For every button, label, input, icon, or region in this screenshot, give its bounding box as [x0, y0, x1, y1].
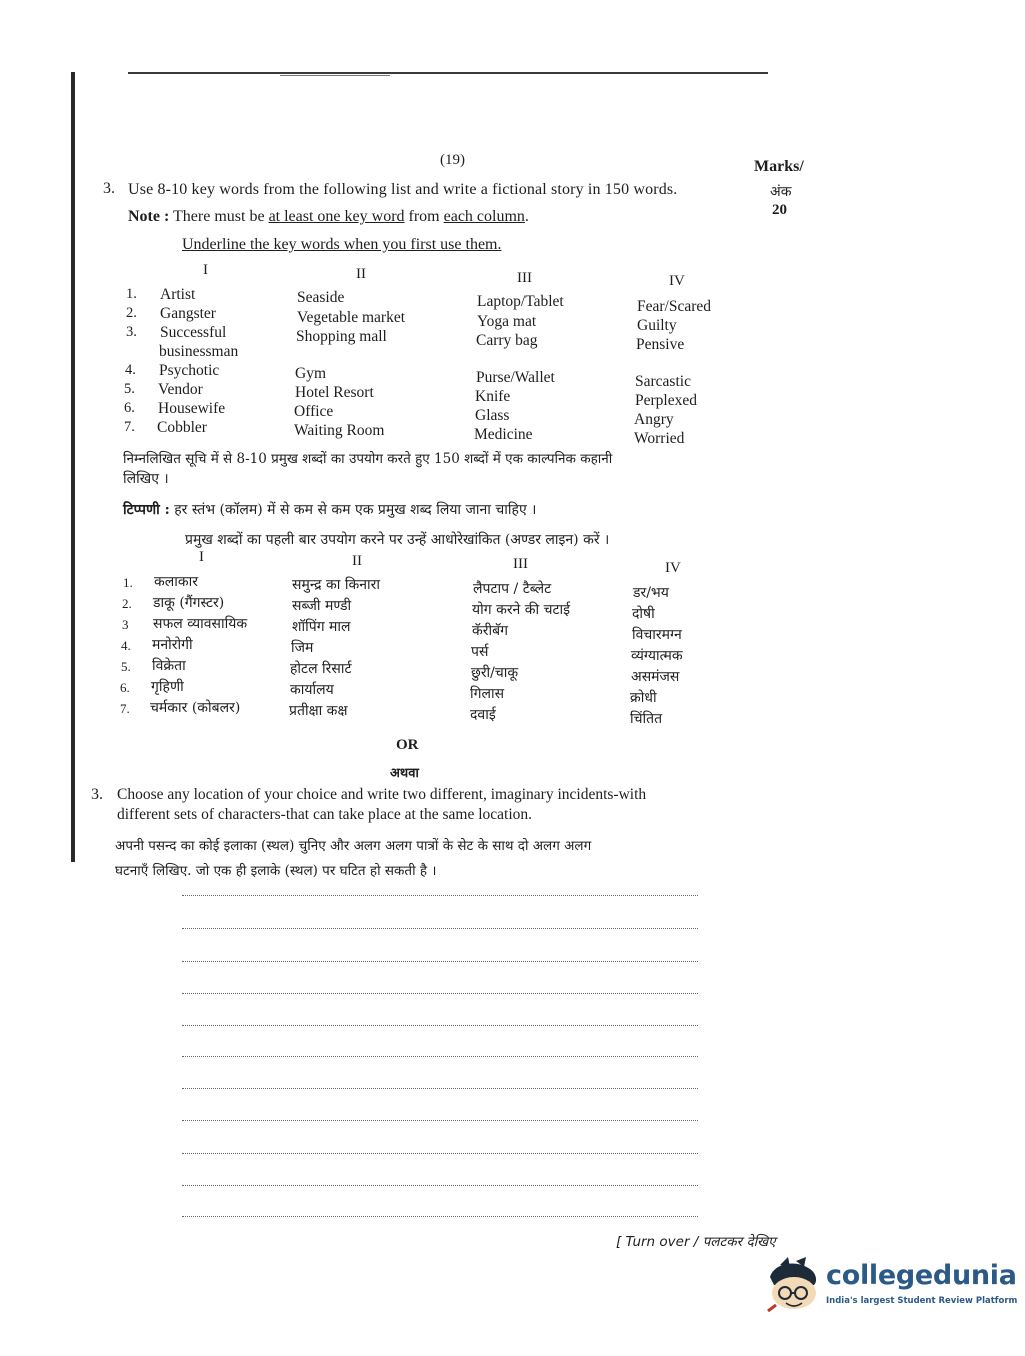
table-cell: Office	[294, 403, 334, 420]
hindi-row-number: 3	[122, 617, 129, 632]
hindi-table-cell: चिंतित	[630, 711, 663, 727]
table-cell: Vendor	[158, 381, 203, 398]
hindi-row-number: 5.	[121, 659, 131, 674]
table-cell: Carry bag	[476, 332, 538, 349]
hindi-table-cell: छुरी/चाकू	[471, 665, 519, 681]
hindi-row-number: 2.	[122, 596, 132, 611]
note	[128, 208, 529, 226]
hindi-table-cell: समुन्द्र का किनारा	[292, 577, 381, 593]
table-cell: Hotel Resort	[295, 384, 374, 401]
answer-line[interactable]	[182, 1088, 698, 1089]
top-rule-accent	[280, 75, 390, 76]
hindi-column-heading-4: IV	[665, 560, 681, 576]
alt-question-line-2: different sets of characters-that can take place at the same location.	[117, 806, 532, 823]
instruction: Underline the key words when you first use them.	[182, 236, 502, 253]
row-number: 3.	[126, 324, 137, 340]
hindi-note	[123, 500, 536, 519]
answer-line[interactable]	[182, 895, 698, 896]
marks-label-hindi: अंक	[770, 184, 792, 200]
answer-line[interactable]	[182, 961, 698, 962]
hindi-note-text: हर स्तंभ (कॉलम) में से कम से कम एक प्रमुख शब्द लिया जाना चाहिए ।	[174, 502, 537, 518]
hindi-table-cell: शॉपिंग माल	[292, 619, 351, 635]
table-cell: Housewife	[158, 400, 226, 417]
hindi-table-cell: प्रतीक्षा कक्ष	[289, 703, 348, 719]
left-margin-line	[71, 72, 75, 862]
row-number: 4.	[125, 362, 136, 378]
table-cell: Successful	[160, 324, 227, 341]
row-number: 2.	[126, 305, 137, 321]
table-cell: Gym	[295, 365, 326, 382]
alt-question-number: 3.	[91, 786, 103, 803]
hindi-row-number: 6.	[120, 680, 130, 695]
table-cell: Knife	[475, 388, 511, 405]
column-heading-1: I	[203, 262, 208, 278]
hindi-table-cell: जिम	[291, 640, 314, 656]
table-cell: Laptop/Tablet	[477, 293, 564, 310]
table-cell: Shopping mall	[296, 328, 387, 345]
row-number: 6.	[124, 400, 135, 416]
hindi-table-cell: असमंजस	[631, 669, 680, 685]
table-cell: Perplexed	[635, 392, 697, 409]
answer-line[interactable]	[182, 1216, 698, 1217]
hindi-table-cell: डर/भय	[633, 585, 669, 601]
hindi-instruction: प्रमुख शब्दों का पहली बार उपयोग करने पर उन्हें आधोरेखांकित (अण्डर लाइन) करें ।	[185, 532, 610, 548]
table-cell: businessman	[159, 343, 239, 360]
hindi-table-cell: कॅरीबॅग	[472, 623, 508, 639]
answer-line[interactable]	[182, 1153, 698, 1154]
hindi-table-cell: क्रोधी	[630, 690, 657, 706]
hindi-question-line-2: लिखिए ।	[123, 471, 169, 487]
note-part-3: from	[404, 208, 444, 225]
hindi-table-cell: मनोरोगी	[152, 637, 193, 653]
or-divider: OR	[396, 737, 419, 753]
table-cell: Fear/Scared	[637, 298, 712, 315]
table-cell: Psychotic	[159, 362, 220, 379]
column-heading-4: IV	[669, 273, 685, 289]
hindi-row-number: 7.	[120, 701, 130, 716]
hindi-table-cell: गृहिणी	[151, 679, 184, 695]
table-cell: Sarcastic	[635, 373, 691, 390]
hindi-table-cell: योग करने की चटाई	[472, 602, 571, 618]
mascot-icon	[768, 1257, 816, 1311]
table-cell: Artist	[160, 286, 196, 303]
hindi-question-line-1: निम्नलिखित सूचि में से 8-10 प्रमुख शब्दों का उपयोग करते हुए 150 शब्दों में एक काल्पनिक कहानी	[123, 451, 613, 467]
table-cell: Cobbler	[157, 419, 207, 436]
table-cell: Worried	[634, 430, 685, 447]
alt-question-hindi-line-2: घटनाएँ लिखिए. जो एक ही इलाके (स्थल) पर घटित हो सकती है ।	[115, 863, 437, 879]
table-cell: Yoga mat	[477, 313, 537, 330]
table-cell: Angry	[634, 411, 674, 428]
hindi-table-cell: होटल रिसार्ट	[290, 661, 352, 677]
hindi-table-cell: कार्यालय	[290, 682, 334, 698]
hindi-table-cell: कलाकार	[154, 574, 198, 590]
table-cell: Medicine	[474, 426, 533, 443]
answer-line[interactable]	[182, 1025, 698, 1026]
hindi-table-cell: सब्जी मण्डी	[292, 598, 352, 614]
table-cell: Purse/Wallet	[476, 369, 555, 386]
question-text: Use 8-10 key words from the following list and write a fictional story in 150 words.	[128, 181, 678, 198]
note-label: Note :	[128, 208, 170, 225]
hindi-table-cell: विक्रेता	[152, 658, 186, 674]
hindi-table-cell: व्यंग्यात्मक	[631, 648, 683, 664]
alt-question-hindi-line-1: अपनी पसन्द का कोई इलाका (स्थल) चुनिए और अलग अलग पात्रों के सेट के साथ दो अलग अलग	[115, 838, 592, 854]
row-number: 1.	[126, 286, 137, 302]
row-number: 7.	[124, 419, 135, 435]
hindi-table-cell: दवाई	[470, 707, 496, 723]
note-part-4: each column	[443, 208, 525, 225]
note-part-2: at least one key word	[268, 208, 405, 225]
hindi-table-cell: चर्मकार (कोबलर)	[150, 700, 241, 716]
hindi-table-cell: विचारमग्न	[632, 627, 682, 643]
answer-line[interactable]	[182, 928, 698, 929]
hindi-column-heading-1: I	[199, 549, 204, 565]
or-divider-hindi: अथवा	[390, 766, 419, 781]
hindi-table-cell: गिलास	[470, 686, 505, 702]
hindi-note-label: टिप्पणी :	[123, 502, 170, 518]
answer-line[interactable]	[182, 1185, 698, 1186]
answer-line[interactable]	[182, 1056, 698, 1057]
hindi-table-cell: डाकू (गैंगस्टर)	[153, 595, 225, 611]
marks-value: 20	[772, 202, 787, 218]
hindi-table-cell: दोषी	[632, 606, 655, 622]
hindi-table-cell: लैपटाप / टैब्लेट	[473, 581, 552, 597]
hindi-column-heading-3: III	[513, 556, 528, 572]
page-number: (19)	[440, 152, 465, 168]
table-cell: Pensive	[636, 336, 685, 353]
note-part-1: There must be	[173, 208, 269, 225]
hindi-row-number: 4.	[121, 638, 131, 653]
column-heading-3: III	[517, 270, 532, 286]
row-number: 5.	[124, 381, 135, 397]
hindi-column-heading-2: II	[352, 553, 362, 569]
table-cell: Vegetable market	[297, 309, 406, 326]
table-cell: Seaside	[297, 289, 345, 306]
logo-wordmark: collegedunia	[826, 1260, 1017, 1291]
logo-tagline: India's largest Student Review Platform	[826, 1296, 1018, 1306]
answer-line[interactable]	[182, 1120, 698, 1121]
column-heading-2: II	[356, 266, 366, 282]
alt-question-line-1: Choose any location of your choice and write two different, imaginary incidents-with	[117, 786, 647, 803]
question-number: 3.	[103, 180, 115, 197]
hindi-row-number: 1.	[123, 575, 133, 590]
table-cell: Guilty	[637, 317, 677, 334]
marks-label: Marks/	[754, 158, 804, 175]
turn-over-note: [ Turn over / पलटकर देखिए	[616, 1234, 776, 1250]
table-cell: Gangster	[160, 305, 216, 322]
hindi-table-cell: सफल व्यावसायिक	[153, 616, 248, 632]
table-cell: Glass	[475, 407, 510, 424]
answer-line[interactable]	[182, 993, 698, 994]
note-part-5: .	[524, 208, 529, 225]
hindi-table-cell: पर्स	[471, 644, 489, 660]
top-rule	[128, 72, 768, 74]
table-cell: Waiting Room	[294, 422, 385, 439]
